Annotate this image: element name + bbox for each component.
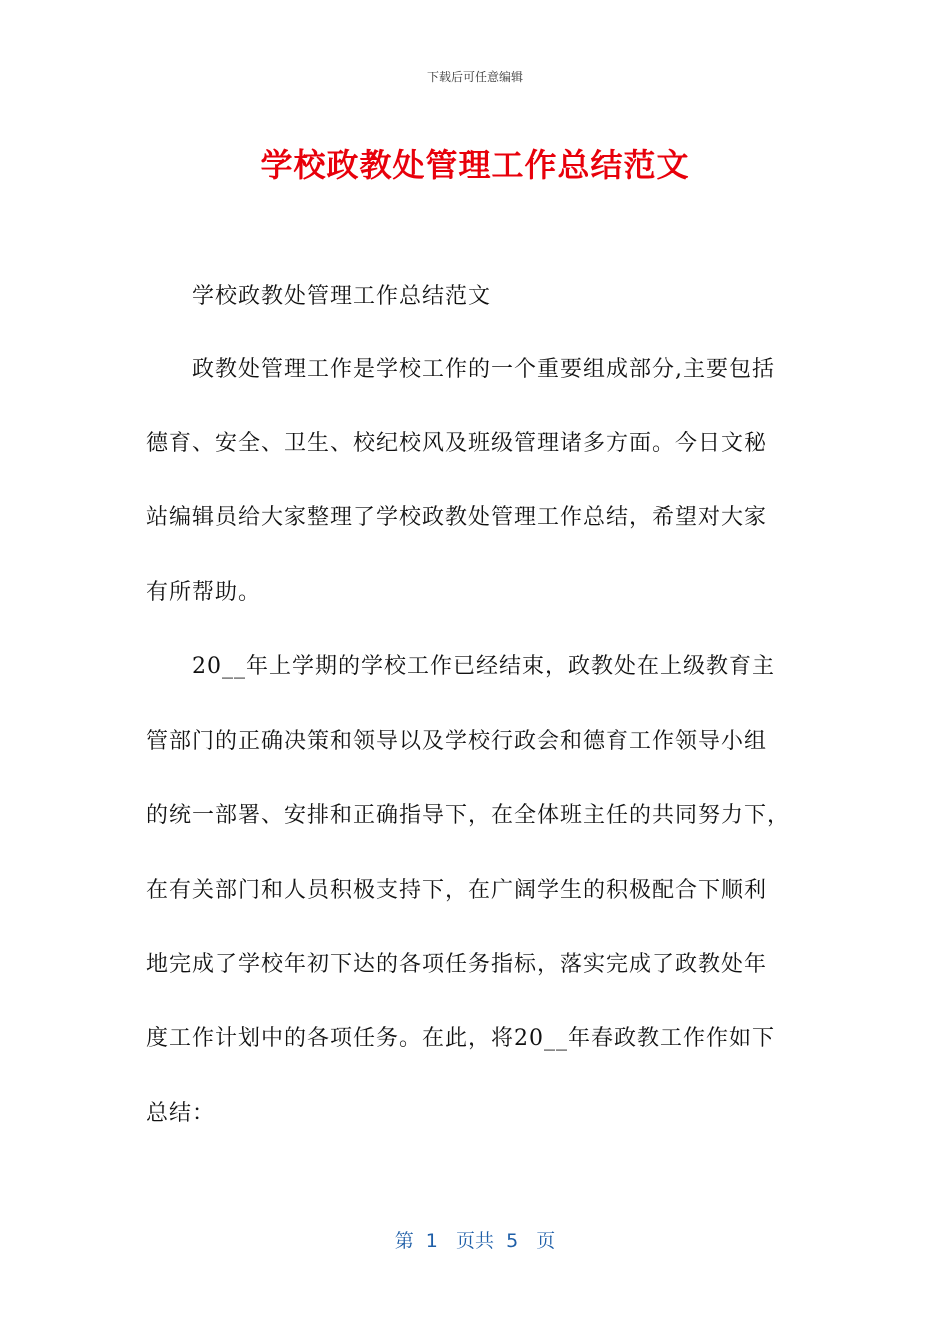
paragraph-line: 有所帮助。 <box>146 580 262 605</box>
subtitle-line: 学校政教处管理工作总结范文 <box>192 284 492 309</box>
paragraph-line: 政教处管理工作是学校工作的一个重要组成部分,主要包括 <box>192 357 775 382</box>
paragraph-line: 20__年上学期的学校工作已经结束，政教处在上级教育主 <box>192 654 775 679</box>
paragraph-line: 的统一部署、安排和正确指导下，在全体班主任的共同努力下， <box>146 803 791 828</box>
page-number-footer: 第 1 页共 5 页 <box>394 1230 556 1252</box>
paragraph-line: 站编辑员给大家整理了学校政教处管理工作总结，希望对大家 <box>146 505 768 530</box>
document-title: 学校政教处管理工作总结范文 <box>260 146 690 184</box>
header-note: 下载后可任意编辑 <box>426 70 523 84</box>
paragraph-line: 在有关部门和人员积极支持下，在广阔学生的积极配合下顺利 <box>146 878 768 903</box>
paragraph-line: 总结： <box>146 1101 216 1126</box>
paragraph-line: 德育、安全、卫生、校纪校风及班级管理诸多方面。今日文秘 <box>146 431 768 456</box>
paragraph-line: 管部门的正确决策和领导以及学校行政会和德育工作领导小组 <box>146 729 768 754</box>
paragraph-line: 度工作计划中的各项任务。在此，将20__年春政教工作作如下 <box>146 1026 775 1051</box>
paragraph-line: 地完成了学校年初下达的各项任务指标，落实完成了政教处年 <box>146 952 768 977</box>
